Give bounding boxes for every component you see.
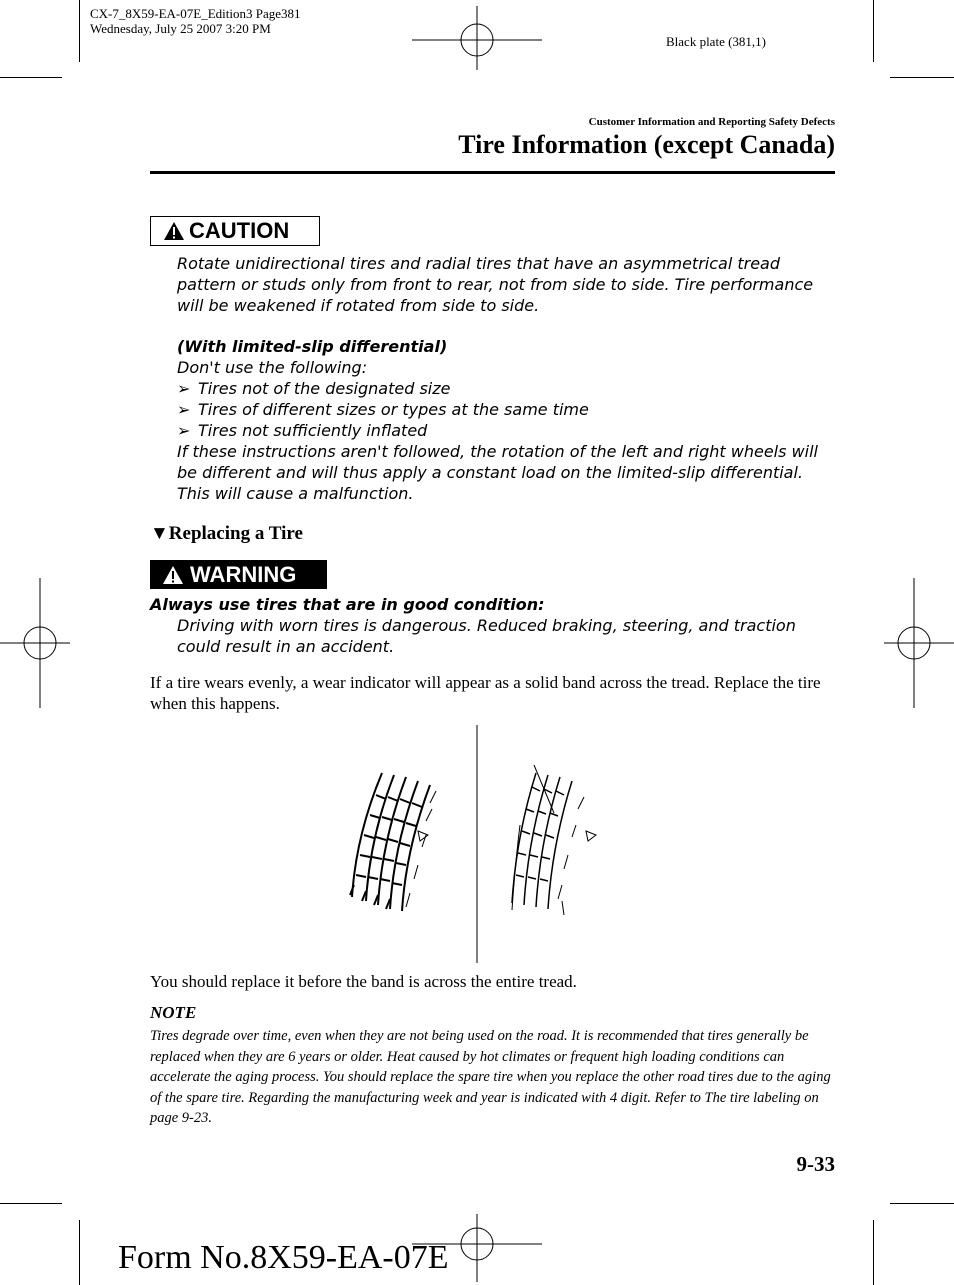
- crop-mark: [79, 0, 80, 62]
- crop-mark: [79, 1220, 80, 1285]
- warning-triangle-icon: [163, 221, 185, 241]
- title-rule: [150, 171, 835, 174]
- note-heading: NOTE: [150, 1003, 197, 1022]
- list-item-text: Tires not of the designated size: [198, 379, 451, 398]
- section-name: Customer Information and Reporting Safety Defects: [588, 116, 835, 128]
- print-meta-line2: Wednesday, July 25 2007 3:20 PM: [90, 21, 271, 36]
- arrowhead-bullet-icon: ➢: [177, 421, 191, 440]
- after-illustration-text: You should replace it before the band is across the entire tread.: [150, 972, 577, 991]
- note-text: Tires degrade over time, even when they are not being used on the road. It is recommended that tires generally be replaced when they are 6 years or older. Heat caused by hot climates or frequent high loading conditions can accelerate the aging process. You should replace the spare tire when you replace the other road tires due to the aging of the spare tire. Regarding the manufacturing week and year is indicated with 4 digit. Refer to The tire labeling on page 9-23.: [150, 1028, 831, 1127]
- page-number: 9-33: [796, 1152, 835, 1176]
- body-paragraph: If a tire wears evenly, a wear indicator will appear as a solid band across the tread. Replace the tire when this happens.: [150, 673, 821, 713]
- caution-after2: This will cause a malfunction.: [177, 484, 414, 503]
- caution-label: CAUTION: [189, 218, 290, 243]
- print-meta-line1: CX-7_8X59-EA-07E_Edition3 Page381: [90, 6, 301, 21]
- arrowhead-bullet-icon: ➢: [177, 400, 191, 419]
- list-item: [177, 399, 827, 420]
- caution-content: [177, 253, 827, 504]
- form-number: Form No.8X59-EA-07E: [118, 1239, 449, 1276]
- caution-label-box: [150, 216, 320, 246]
- warning-label-box: [150, 560, 327, 589]
- caution-subhead: (With limited-slip differential): [177, 337, 448, 356]
- crop-mark: [890, 1203, 954, 1204]
- list-item-text: Tires of different sizes or types at the same time: [198, 400, 589, 419]
- crop-mark: [873, 1220, 874, 1285]
- caution-after: If these instructions aren't followed, the rotation of the left and right wheels will be different and will thus apply a constant load on the limited-slip differential.: [177, 442, 818, 482]
- caution-intro: Don't use the following:: [177, 358, 368, 377]
- list-item: [177, 378, 827, 399]
- registration-mark-right: [884, 578, 954, 708]
- list-item: [177, 420, 827, 441]
- arrowhead-bullet-icon: ➢: [177, 379, 191, 398]
- crop-mark: [873, 0, 874, 62]
- crop-mark: [890, 77, 954, 78]
- plate-label: Black plate (381,1): [666, 34, 766, 49]
- page-title: Tire Information (except Canada): [458, 130, 835, 159]
- print-meta: [90, 6, 301, 36]
- registration-mark-top: [412, 6, 542, 70]
- warning-triangle-icon: [162, 565, 184, 585]
- caution-text: Rotate unidirectional tires and radial tires that have an asymmetrical tread pattern or studs only from front to rear, not from side to side. Tire performance will be weakened if rotated from side to side.: [177, 254, 814, 315]
- warning-label: WARNING: [190, 561, 297, 587]
- registration-mark-left: [0, 578, 70, 708]
- tire-wear-illustration: [340, 725, 620, 965]
- warning-lead: Always use tires that are in good condition:: [150, 595, 545, 614]
- crop-mark: [0, 77, 62, 78]
- warning-text: Driving with worn tires is dangerous. Reduced braking, steering, and traction could result in an accident.: [177, 616, 796, 656]
- crop-mark: [0, 1203, 62, 1204]
- subsection-heading: ▼Replacing a Tire: [150, 523, 303, 544]
- list-item-text: Tires not sufficiently inflated: [198, 421, 428, 440]
